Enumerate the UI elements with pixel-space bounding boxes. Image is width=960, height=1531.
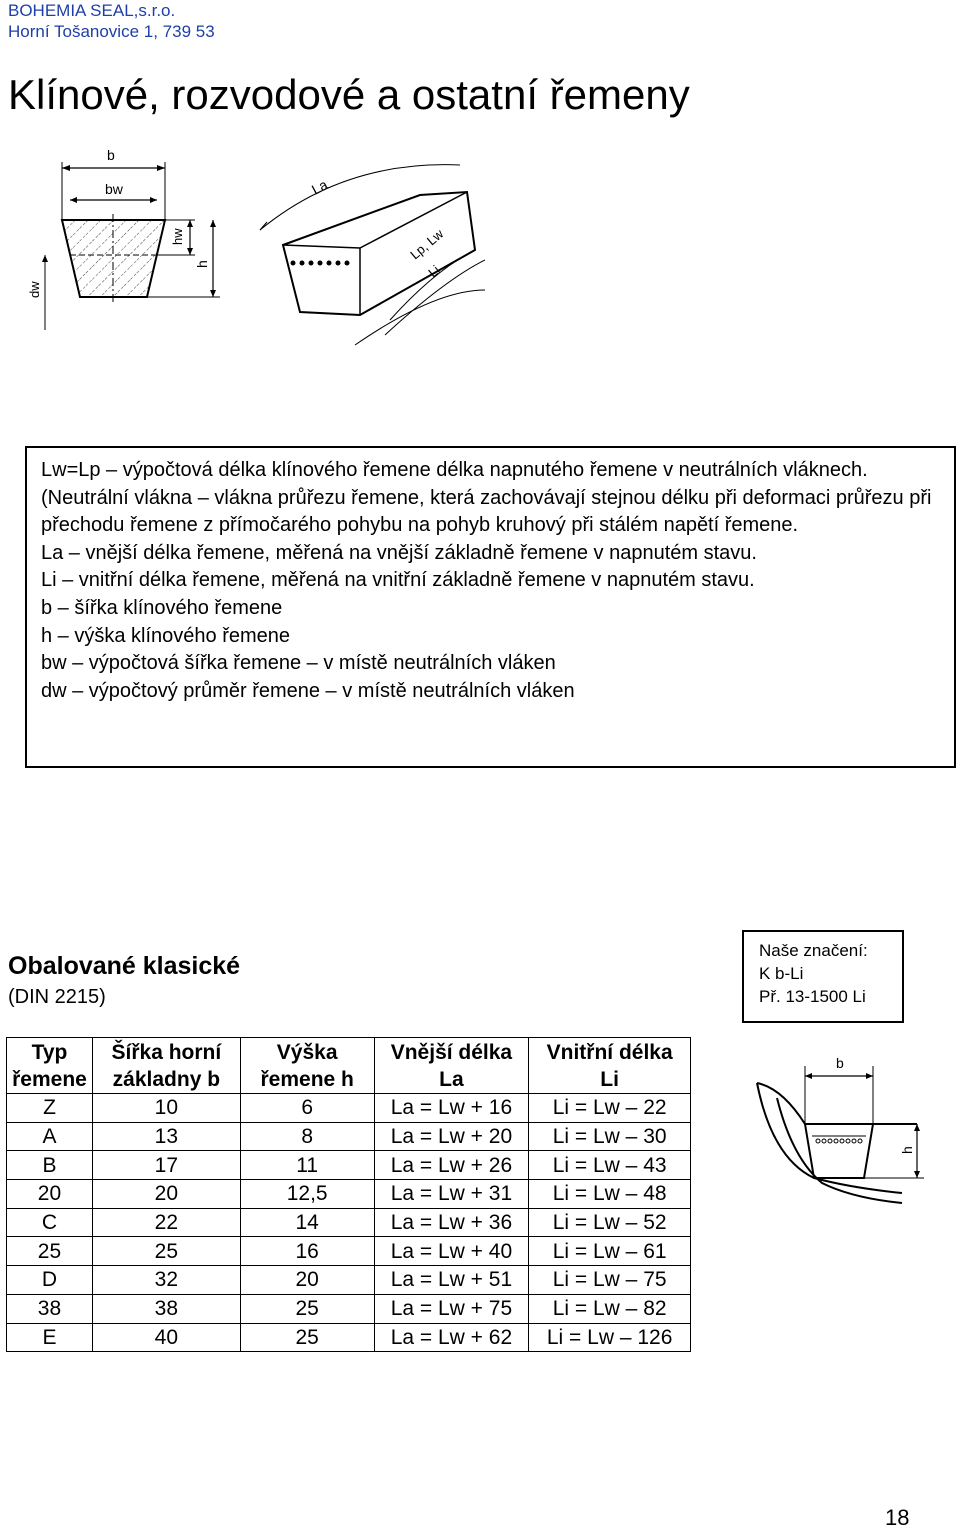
note-line-3: Př. 13-1500 Li [759,987,866,1006]
page-number: 18 [885,1505,910,1530]
label-h: h [194,260,210,268]
label-dw: dw [27,281,42,298]
label-Li: Li [425,262,443,281]
definitions-box [25,446,956,768]
definition-la: La – vnější délka řemene, měřená na vnější základně řemene v napnutém stavu. [41,541,757,564]
table-row: E 40 25 La = Lw + 62 Li = Lw – 126 [7,1323,691,1352]
company-address: Horní Tošanovice 1, 739 53 [8,22,215,41]
header-type: Typ řemene [7,1038,93,1094]
label-b-bottom: b [836,1055,844,1071]
table-row: B 17 11 La = Lw + 26 Li = Lw – 43 [7,1151,691,1180]
section-title: Obalované klasické [8,952,241,980]
section-subtitle: (DIN 2215) [8,986,106,1008]
definition-li: Li – vnitřní délka řemene, měřená na vnitřní základně řemene v napnutém stavu. [41,569,755,592]
table-row: Z 10 6 La = Lw + 16 Li = Lw – 22 [7,1094,691,1123]
label-b: b [107,147,115,163]
header-outer-length: Vnější délka La [374,1038,529,1094]
label-La: La [308,176,331,198]
table-row: C 22 14 La = Lw + 36 Li = Lw – 52 [7,1208,691,1237]
definition-b: b – šířka klínového řemene [41,596,283,619]
belt-dimensions-table [6,1037,691,1352]
table-row: 20 20 12,5 La = Lw + 31 Li = Lw – 48 [7,1180,691,1209]
note-line-1: Naše značení: [759,941,868,960]
company-name: BOHEMIA SEAL,s.r.o. [8,1,176,20]
definition-lw: Lw=Lp – výpočtová délka klínového řemene délka napnutého řemene v neutrálních vláknech. (Neutrální vlákna – vlákna průřezu řemene, která zachovávají stejnou délku při deformaci průřezu při přechodu řemene z přímočarého pohybu na pohyb kruhový při stálém napětí řemene. [41,459,932,537]
wrapped-belt-figure [752,1048,942,1218]
table-header-row [7,1038,691,1094]
header-height: Výška řemene h [240,1038,374,1094]
table-row: A 13 8 La = Lw + 20 Li = Lw – 30 [7,1122,691,1151]
page-title: Klínové, rozvodové a ostatní řemeny [8,71,690,118]
definition-h: h – výška klínového řemene [41,624,291,647]
v-belt-cross-section-figure [15,140,485,350]
definition-bw: bw – výpočtová šířka řemene – v místě neutrálních vláken [41,652,556,675]
table-row: D 32 20 La = Lw + 51 Li = Lw – 75 [7,1266,691,1295]
table-row: 25 25 16 La = Lw + 40 Li = Lw – 61 [7,1237,691,1266]
table-row: 38 38 25 La = Lw + 75 Li = Lw – 82 [7,1294,691,1323]
designation-note-box [742,930,904,1023]
label-h-bottom: h [899,1146,915,1154]
label-bw: bw [105,181,123,197]
definition-dw: dw – výpočtový průměr řemene – v místě neutrálních vláken [41,679,575,702]
label-Lp-Lw: Lp, Lw [407,226,447,263]
header-inner-length: Vnitřní délka Li [529,1038,691,1094]
label-hw: hw [170,228,185,245]
header-width: Šířka horní základny b [92,1038,240,1094]
note-line-2: K b-Li [759,964,804,983]
